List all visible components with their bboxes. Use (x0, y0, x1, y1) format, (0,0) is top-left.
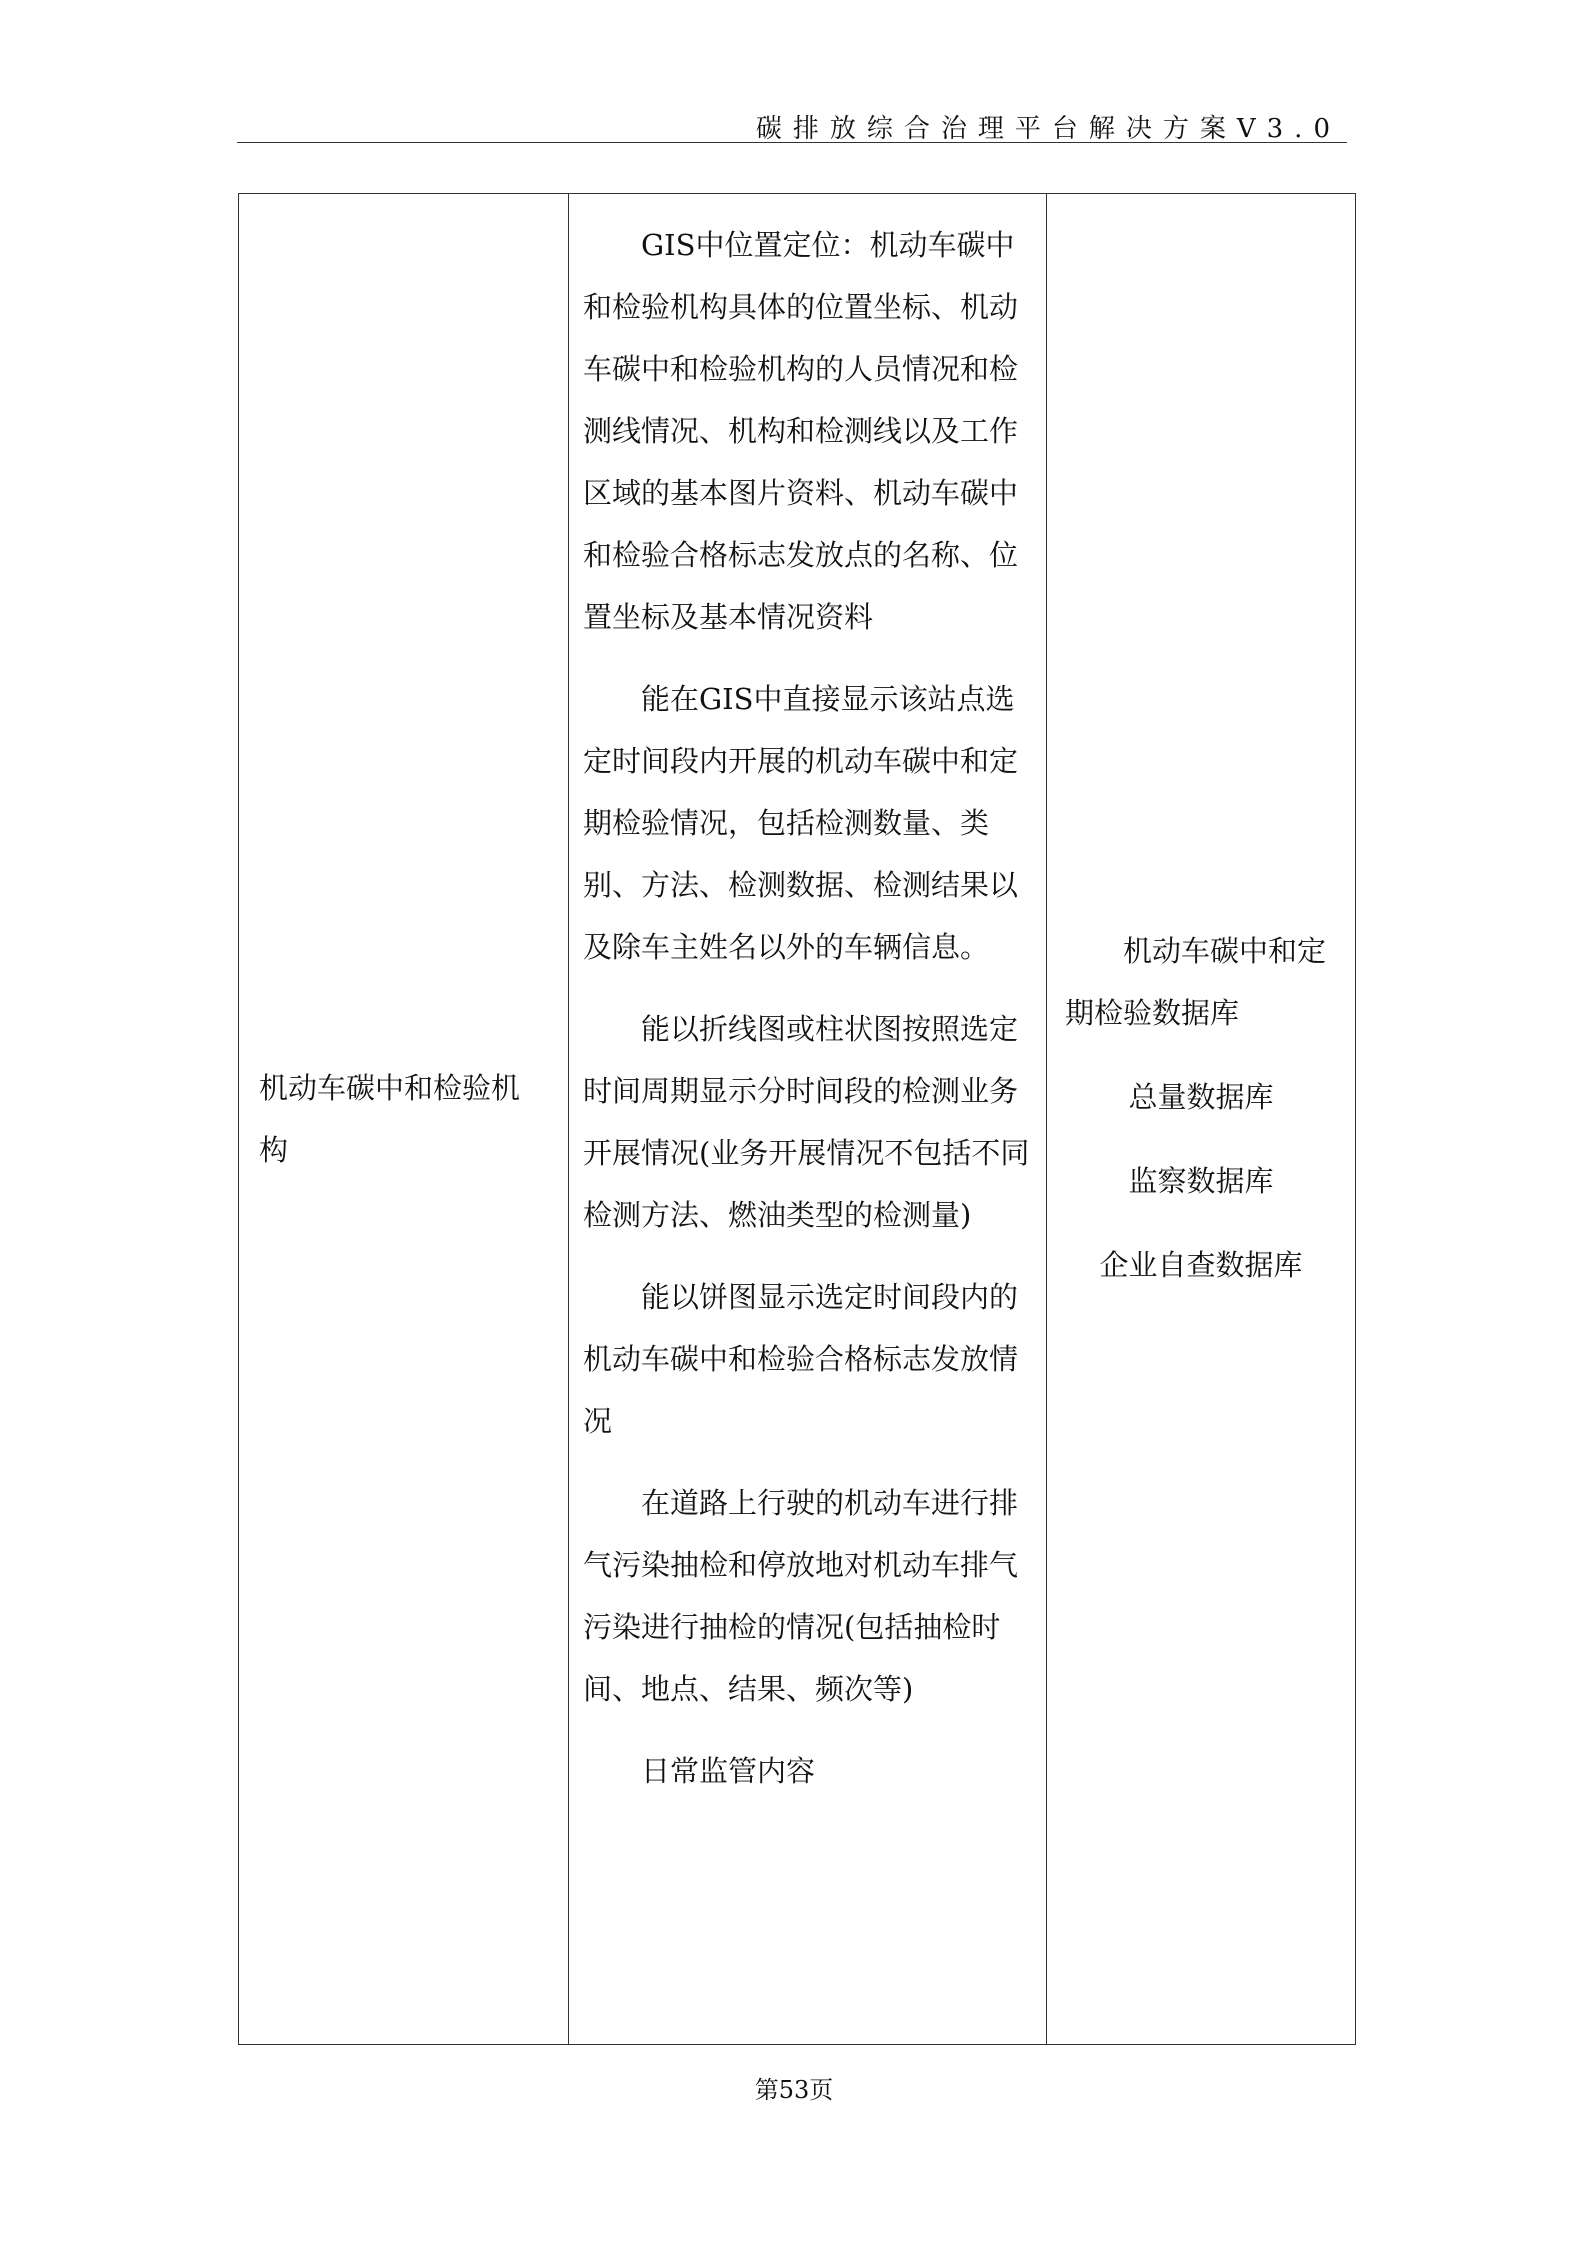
database-cell (1047, 194, 1356, 2045)
page-number: 第53页 (754, 2076, 834, 2104)
database-item: 监察数据库 (1128, 1164, 1274, 1198)
description-paragraph: 能以饼图显示选定时间段内的机动车碳中和检验合格标志发放情况 (583, 1280, 1019, 1438)
content-table (238, 193, 1356, 2045)
document-title: 碳排放综合治理平台解决方案V3.0 (755, 114, 1341, 144)
database-item: 企业自查数据库 (1099, 1248, 1303, 1282)
description-paragraph: 日常监管内容 (641, 1754, 816, 1788)
description-paragraph: 能在GIS中直接显示该站点选定时间段内开展的机动车碳中和定期检验情况，包括检测数量、类别、方法、检测数据、检测结果以及除车主姓名以外的车辆信息。 (583, 682, 1019, 964)
page-header (237, 108, 1347, 143)
description-cell (569, 194, 1047, 2045)
database-item: 总量数据库 (1128, 1080, 1274, 1114)
category-cell: 机动车碳中和检验机构 (239, 194, 569, 2045)
description-paragraph: 在道路上行驶的机动车进行排气污染抽检和停放地对机动车排气污染进行抽检的情况(包括抽检时间、地点、结果、频次等) (583, 1486, 1019, 1706)
table-row (239, 194, 1356, 2045)
description-paragraph: 能以折线图或柱状图按照选定时间周期显示分时间段的检测业务开展情况(业务开展情况不包括不同检测方法、燃油类型的检测量) (583, 1012, 1030, 1232)
database-item: 机动车碳中和定期检验数据库 (1065, 934, 1327, 1030)
description-paragraph: GIS中位置定位：机动车碳中和检验机构具体的位置坐标、机动车碳中和检验机构的人员情况和检测线情况、机构和检测线以及工作区域的基本图片资料、机动车碳中和检验合格标志发放点的名称、位置坐标及基本情况资料 (583, 228, 1019, 634)
